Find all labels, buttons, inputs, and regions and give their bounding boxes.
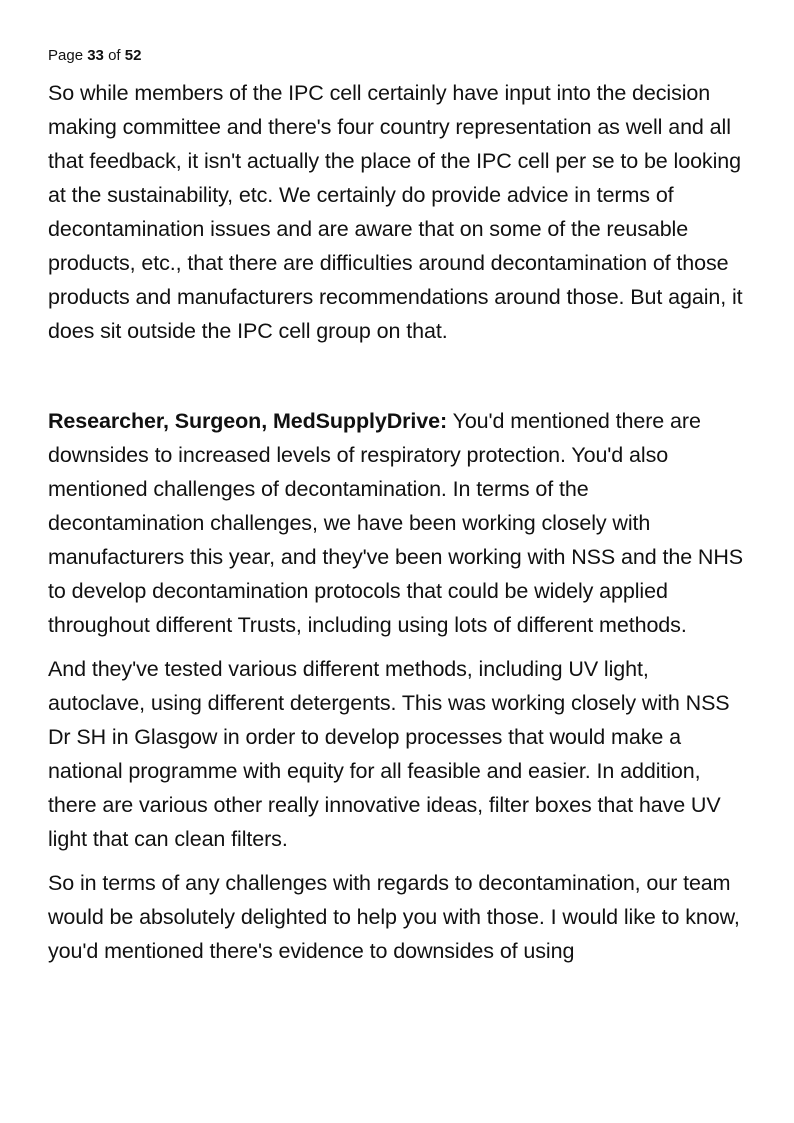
- paragraph-4: So in terms of any challenges with regards to decontamination, our team would be absolutely delighted to help you with those. I would like to know, you'd mentioned there's evidence to downsides of using: [48, 871, 740, 963]
- page-number: [48, 46, 748, 66]
- page-total: 52: [124, 47, 142, 64]
- paragraph-1: So while members of the IPC cell certainly have input into the decision making committee and there's four country representation as well and all that feedback, it isn't actually the place of the IPC cell per se to be looking at the sustainability, etc. We certainly do provide advice in terms of decontamination issues and are aware that on some of the reusable products, etc., that there are difficulties around decontamination of those products and manufacturers recommendations around those. But again, it does sit outside the IPC cell group on that.: [48, 81, 743, 343]
- page-current: 33: [87, 47, 104, 64]
- page-prefix: Page: [48, 47, 84, 64]
- paragraph-3: And they've tested various different methods, including UV light, autoclave, using different detergents. This was working closely with NSS Dr SH in Glasgow in order to develop processes that would make a national programme with equity for all feasible and easier. In addition, there are various other really innovative ideas, filter boxes that have UV light that can clean filters.: [48, 657, 730, 851]
- paragraph-2: [48, 404, 748, 642]
- paragraph-2-text: You'd mentioned there are downsides to increased levels of respiratory protection. You'd also mentioned challenges of decontamination. In terms of the decontamination challenges, we have been working closely with manufacturers this year, and they've been working with NSS and the NHS to develop decontamination protocols that could be widely applied throughout different Trusts, including using lots of different methods.: [48, 409, 744, 637]
- page-of: of: [108, 47, 121, 64]
- speaker-label: Researcher, Surgeon, MedSupplyDrive:: [48, 409, 448, 433]
